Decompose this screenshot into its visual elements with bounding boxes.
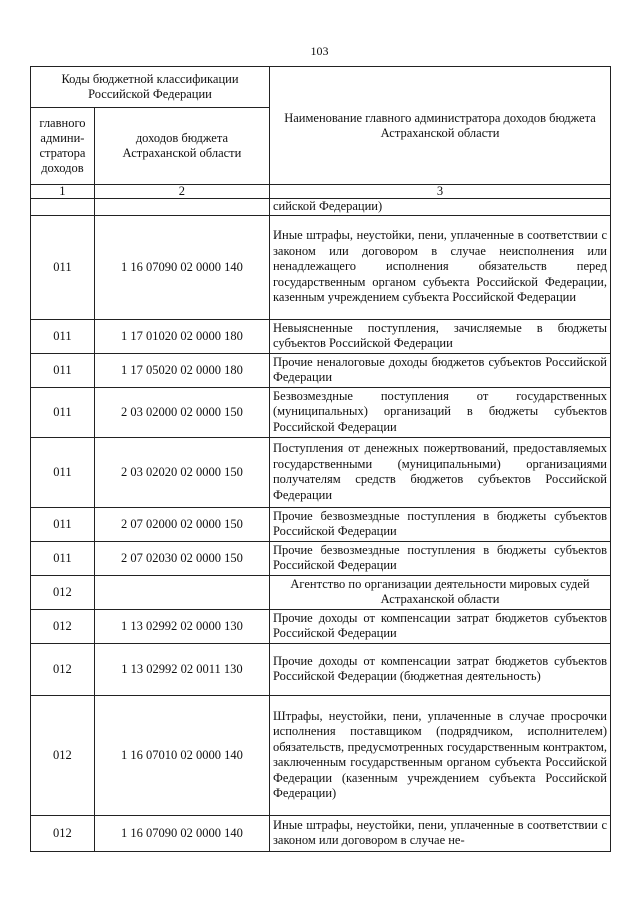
income-code-header: доходов бюджета Астраханской области xyxy=(94,108,269,185)
table-row xyxy=(31,353,611,387)
income-code-cell: 1 17 01020 02 0000 180 xyxy=(94,319,269,353)
table-row xyxy=(31,387,611,437)
income-code-cell: 1 13 02992 02 0000 130 xyxy=(94,609,269,643)
table-row xyxy=(31,815,611,851)
admin-code-cell: 011 xyxy=(31,437,95,507)
income-code-cell: 1 16 07010 02 0000 140 xyxy=(94,695,269,815)
admin-code-cell xyxy=(31,199,95,216)
income-code-cell xyxy=(94,575,269,609)
table-row xyxy=(31,541,611,575)
column-number-3: 3 xyxy=(269,185,610,199)
income-name-cell: Невыясненные поступления, зачисляемые в бюджеты субъектов Российской Федерации xyxy=(269,319,610,353)
income-code-cell: 2 07 02030 02 0000 150 xyxy=(94,541,269,575)
income-code-cell xyxy=(94,199,269,216)
table-row xyxy=(31,437,611,507)
admin-code-cell: 012 xyxy=(31,643,95,695)
table-row xyxy=(31,643,611,695)
table-row xyxy=(31,575,611,609)
income-name-cell: Прочие безвозмездные поступления в бюджеты субъектов Российской Федерации xyxy=(269,507,610,541)
admin-code-cell: 011 xyxy=(31,387,95,437)
income-name-cell: Иные штрафы, неустойки, пени, уплаченные в соответствии с законом или договором в случае неисполнения или ненадлежащего исполнения обязательств перед государственным органом субъекта Российской Федерации, казенным учреждением субъекта Российской Федерации xyxy=(269,215,610,319)
income-code-cell: 1 17 05020 02 0000 180 xyxy=(94,353,269,387)
income-name-cell: Иные штрафы, неустойки, пени, уплаченные в соответствии с законом или договором в случае не- xyxy=(269,815,610,851)
table-row xyxy=(31,609,611,643)
admin-code-header: главного админи-стратора доходов xyxy=(31,108,95,185)
table-row xyxy=(31,215,611,319)
admin-code-cell: 012 xyxy=(31,609,95,643)
codes-group-header: Коды бюджетной классификации Российской Федерации xyxy=(31,67,270,108)
income-name-cell: Безвозмездные поступления от государственных (муниципальных) организаций в бюджеты субъектов Российской Федерации xyxy=(269,387,610,437)
income-name-cell: сийской Федерации) xyxy=(269,199,610,216)
admin-code-cell: 012 xyxy=(31,575,95,609)
column-number-2: 2 xyxy=(94,185,269,199)
admin-code-cell: 011 xyxy=(31,541,95,575)
admin-code-cell: 011 xyxy=(31,319,95,353)
income-code-cell: 2 03 02020 02 0000 150 xyxy=(94,437,269,507)
admin-name-header: Наименование главного администратора доходов бюджета Астраханской области xyxy=(269,67,610,185)
column-number-1: 1 xyxy=(31,185,95,199)
admin-code-cell: 011 xyxy=(31,507,95,541)
income-name-cell: Прочие безвозмездные поступления в бюджеты субъектов Российской Федерации xyxy=(269,541,610,575)
agency-name-cell: Агентство по организации деятельности мировых судей Астраханской области xyxy=(269,575,610,609)
income-code-cell: 2 07 02000 02 0000 150 xyxy=(94,507,269,541)
budget-classification-table xyxy=(30,66,611,852)
admin-code-cell: 012 xyxy=(31,695,95,815)
table-row xyxy=(31,507,611,541)
table-row xyxy=(31,695,611,815)
table-body xyxy=(31,199,611,852)
income-name-cell: Прочие неналоговые доходы бюджетов субъектов Российской Федерации xyxy=(269,353,610,387)
income-name-cell: Штрафы, неустойки, пени, уплаченные в случае просрочки исполнения поставщиком (подрядчиком, исполнителем) обязательств, предусмотренных государственным контрактом, заключенным государственным органом субъекта Российской Федерации (казенным учреждением субъекта Российской Федерации) xyxy=(269,695,610,815)
income-name-cell: Прочие доходы от компенсации затрат бюджетов субъектов Российской Федерации xyxy=(269,609,610,643)
admin-code-cell: 012 xyxy=(31,815,95,851)
table-row xyxy=(31,199,611,216)
income-code-cell: 1 16 07090 02 0000 140 xyxy=(94,815,269,851)
page-number: 103 xyxy=(310,44,329,58)
admin-code-cell: 011 xyxy=(31,215,95,319)
admin-code-cell: 011 xyxy=(31,353,95,387)
income-code-cell: 1 13 02992 02 0011 130 xyxy=(94,643,269,695)
income-name-cell: Поступления от денежных пожертвований, предоставляемых государственными (муниципальными) организациями получателям средств бюджетов субъектов Российской Федерации xyxy=(269,437,610,507)
income-name-cell: Прочие доходы от компенсации затрат бюджетов субъектов Российской Федерации (бюджетная деятельность) xyxy=(269,643,610,695)
table-row xyxy=(31,319,611,353)
income-code-cell: 2 03 02000 02 0000 150 xyxy=(94,387,269,437)
income-code-cell: 1 16 07090 02 0000 140 xyxy=(94,215,269,319)
